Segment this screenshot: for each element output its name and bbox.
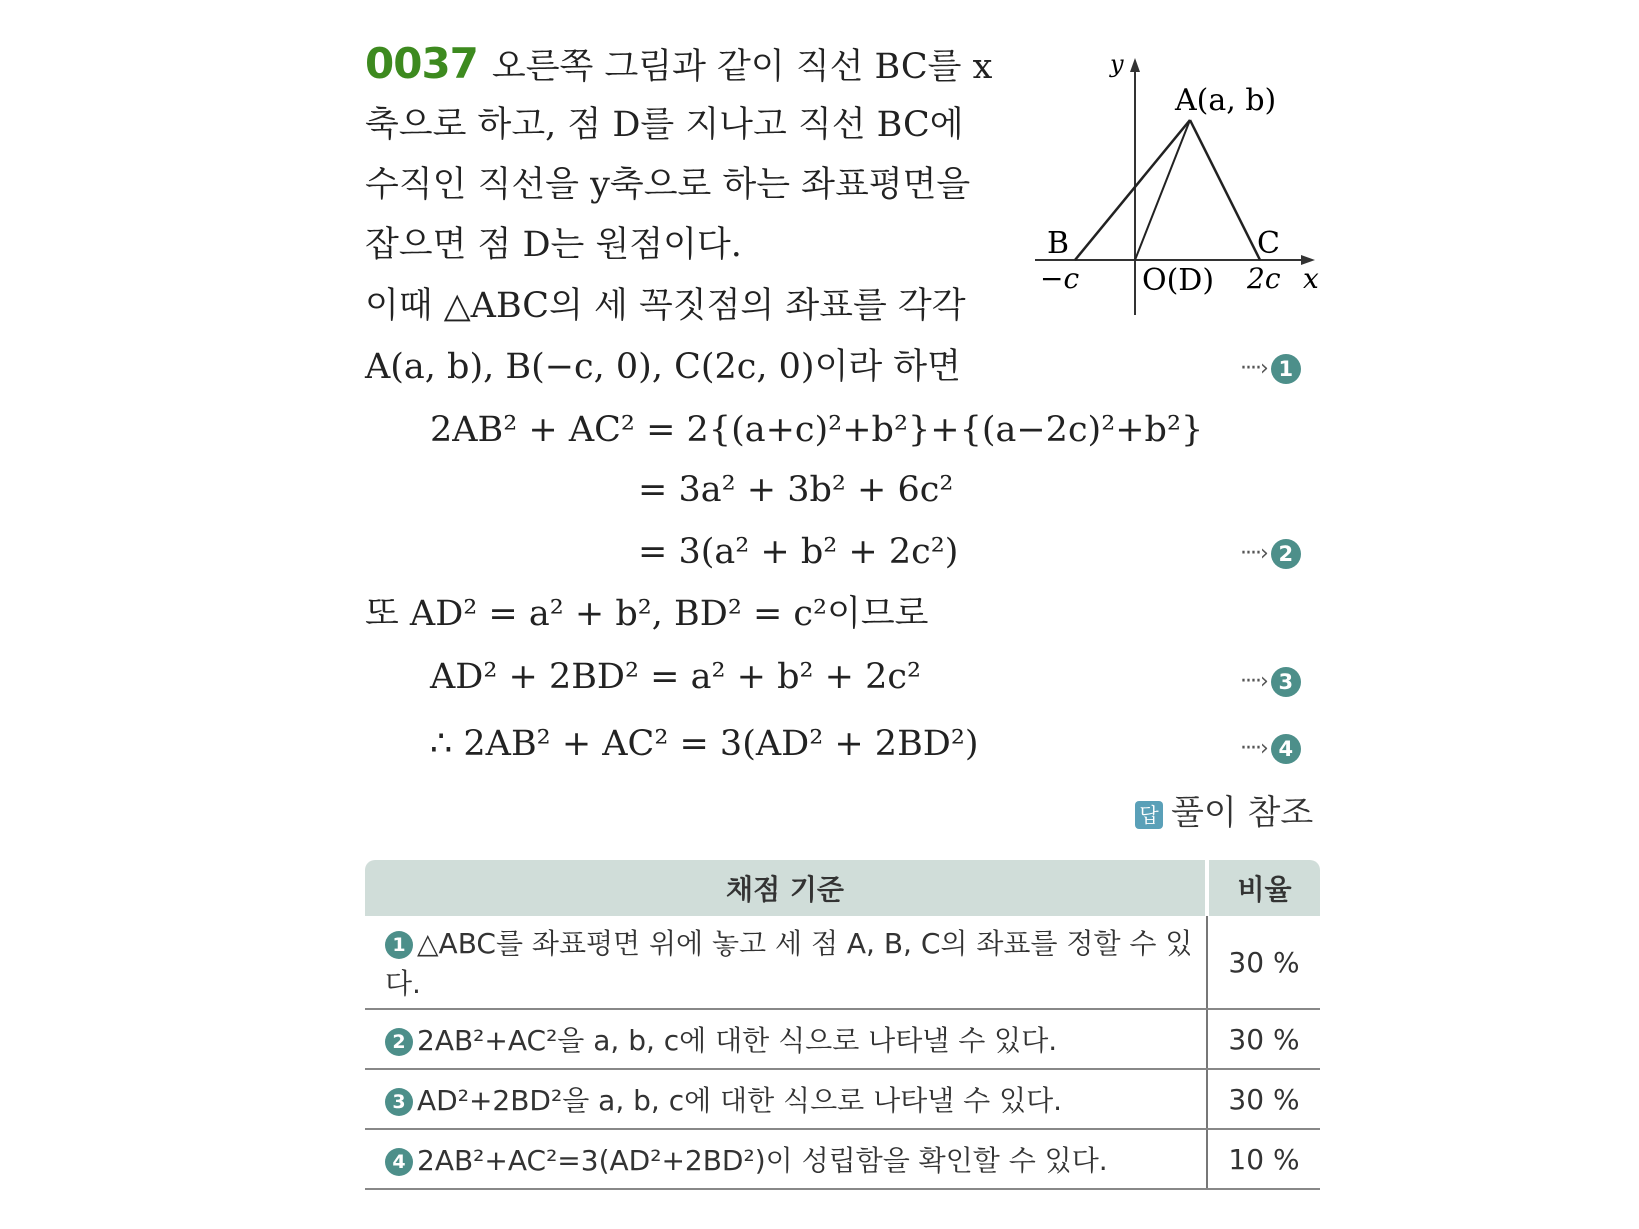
- equation-6: ∴ 2AB² + AC² = 3(AD² + 2BD²): [430, 724, 979, 764]
- ratio-cell: 30 %: [1207, 916, 1320, 1009]
- criteria-cell: 4 2AB²+AC²=3(AD²+2BD²)이 성립함을 확인할 수 있다.: [365, 1129, 1207, 1189]
- equation-1: 2AB² + AC² = 2{(a+c)²+b²}+{(a−2c)²+b²}: [430, 410, 1204, 450]
- equation-4: 또 AD² = a² + b², BD² = c²이므로: [365, 594, 929, 634]
- two-c-label: 2c: [1247, 262, 1281, 295]
- equation-5: AD² + 2BD² = a² + b² + 2c²: [430, 657, 921, 697]
- x-label: x: [1303, 262, 1319, 295]
- step-marker-4: ····› 4: [1240, 730, 1301, 765]
- point-a-label: A(a, b): [1175, 83, 1277, 118]
- problem-line-4: 잡으면 점 D는 원점이다.: [365, 225, 742, 265]
- problem-line-5: 이때 △ABC의 세 꼭짓점의 좌표를 각각: [365, 286, 966, 326]
- y-axis-arrow-icon: [1130, 58, 1140, 72]
- answer-badge-icon: 답: [1135, 801, 1163, 829]
- table-row: [365, 1069, 1320, 1129]
- table-row: [365, 1009, 1320, 1069]
- step-marker-1: ····› 1: [1240, 350, 1301, 385]
- problem-number: 0037: [365, 39, 478, 88]
- problem-line-3: 수직인 직선을 y축으로 하는 좌표평면을: [365, 165, 971, 205]
- triangle-figure: [1020, 50, 1340, 330]
- answer: 답 풀이 참조: [1135, 785, 1313, 834]
- table-row: [365, 916, 1320, 1009]
- criteria-cell: 1 △ABC를 좌표평면 위에 놓고 세 점 A, B, C의 좌표를 정할 수 있다.: [365, 916, 1207, 1009]
- origin-label: O(D): [1142, 263, 1215, 298]
- ratio-cell: 30 %: [1207, 1069, 1320, 1129]
- header-ratio: 비율: [1207, 860, 1320, 916]
- problem-line-2: 축으로 하고, 점 D를 지나고 직선 BC에: [365, 105, 964, 145]
- y-label: y: [1110, 50, 1124, 78]
- equation-3: = 3(a² + b² + 2c²): [638, 532, 959, 572]
- step-marker-3: ····› 3: [1240, 663, 1301, 698]
- segment-ad: [1135, 120, 1190, 260]
- neg-c-label: −c: [1040, 262, 1080, 295]
- equation-2: = 3a² + 3b² + 6c²: [638, 470, 954, 510]
- problem-line-6: A(a, b), B(−c, 0), C(2c, 0)이라 하면: [365, 347, 961, 387]
- ratio-cell: 10 %: [1207, 1129, 1320, 1189]
- side-ab: [1075, 120, 1190, 260]
- ratio-cell: 30 %: [1207, 1009, 1320, 1069]
- point-b-label: B: [1047, 226, 1070, 261]
- grading-table: [365, 860, 1320, 1190]
- side-ac: [1190, 120, 1260, 260]
- criteria-cell: 2 2AB²+AC²을 a, b, c에 대한 식으로 나타낼 수 있다.: [365, 1009, 1207, 1069]
- point-c-label: C: [1257, 226, 1280, 261]
- table-row: [365, 1129, 1320, 1189]
- step-marker-2: ····› 2: [1240, 535, 1301, 570]
- problem-line-1: 0037 오른쪽 그림과 같이 직선 BC를 x: [365, 39, 993, 88]
- criteria-cell: 3 AD²+2BD²을 a, b, c에 대한 식으로 나타낼 수 있다.: [365, 1069, 1207, 1129]
- header-criteria: 채점 기준: [365, 860, 1207, 916]
